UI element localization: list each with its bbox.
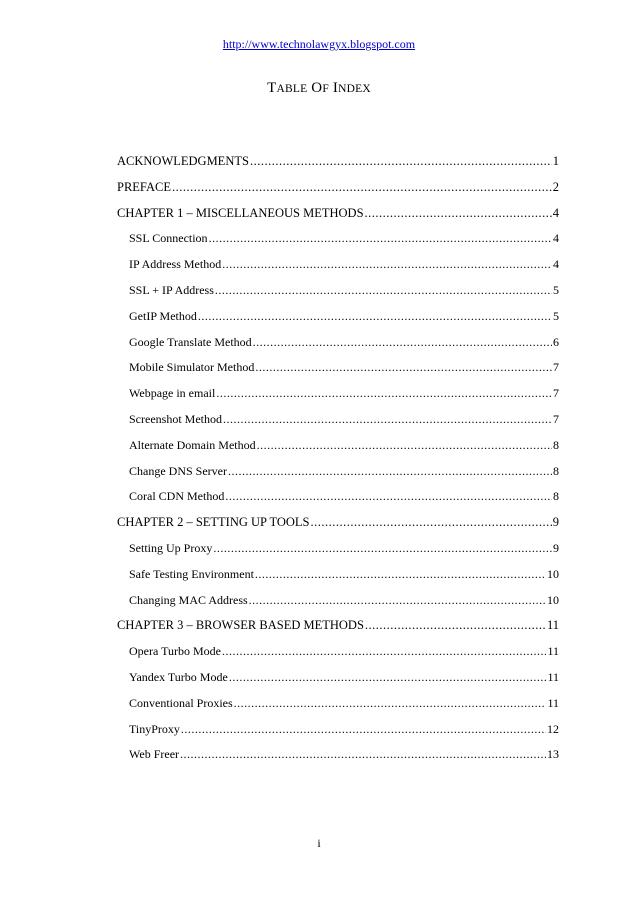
toc-entry-label: CHAPTER 3 – BROWSER BASED METHODS [117, 618, 364, 633]
toc-entry-page-number: 8 [553, 437, 559, 452]
toc-dot-leader [255, 567, 546, 582]
toc-subsection-entry[interactable] [117, 644, 559, 670]
toc-entry-page-number: 11 [547, 644, 559, 659]
toc-entry-label: Mobile Simulator Method [129, 360, 255, 375]
toc-entry-page-number: 4 [553, 231, 559, 246]
page-title [0, 80, 638, 97]
toc-entry-label: Google Translate Method [129, 334, 252, 349]
toc-subsection-entry[interactable] [117, 438, 559, 464]
toc-entry-page-number: 12 [547, 721, 559, 736]
title-rest-3: NDEX [338, 83, 371, 95]
toc-entry-label: GetIP Method [129, 308, 197, 323]
toc-dot-leader [255, 360, 552, 375]
toc-entry-label: Setting Up Proxy [129, 540, 213, 555]
toc-entry-page-number: 7 [553, 411, 559, 426]
toc-subsection-entry[interactable] [117, 593, 559, 619]
toc-chapter-entry[interactable] [117, 206, 559, 232]
toc-entry-page-number: 5 [553, 308, 559, 323]
toc-entry-label: Webpage in email [129, 386, 216, 401]
toc-chapter-entry[interactable] [117, 154, 559, 180]
toc-dot-leader [229, 670, 547, 685]
toc-entry-label: Coral CDN Method [129, 489, 225, 504]
toc-dot-leader [249, 593, 546, 608]
toc-subsection-entry[interactable] [117, 257, 559, 283]
toc-entry-page-number: 10 [547, 566, 559, 581]
toc-entry-label: Screenshot Method [129, 411, 222, 426]
toc-dot-leader [216, 386, 552, 401]
toc-entry-page-number: 4 [553, 257, 559, 272]
toc-entry-page-number: 8 [553, 463, 559, 478]
toc-subsection-entry[interactable] [117, 464, 559, 490]
toc-chapter-entry[interactable] [117, 618, 559, 644]
toc-dot-leader [222, 257, 552, 272]
toc-entry-label: SSL Connection [129, 231, 208, 246]
toc-subsection-entry[interactable] [117, 309, 559, 335]
toc-entry-page-number: 7 [553, 360, 559, 375]
toc-subsection-entry[interactable] [117, 283, 559, 309]
toc-entry-page-number: 8 [553, 489, 559, 504]
toc-entry-label: CHAPTER 2 – SETTING UP TOOLS [117, 515, 310, 530]
toc-entry-page-number: 9 [553, 540, 559, 555]
toc-subsection-entry[interactable] [117, 335, 559, 361]
toc-chapter-entry[interactable] [117, 515, 559, 541]
toc-dot-leader [172, 180, 552, 195]
toc-entry-label: Changing MAC Address [129, 592, 248, 607]
table-of-contents [117, 154, 559, 773]
title-rest-2: F [322, 83, 329, 95]
toc-dot-leader [365, 206, 552, 221]
toc-entry-page-number: 2 [552, 179, 559, 194]
title-initial-3: I [332, 80, 339, 96]
toc-dot-leader [209, 231, 552, 246]
toc-entry-page-number: 9 [552, 515, 559, 530]
toc-chapter-entry[interactable] [117, 180, 559, 206]
toc-subsection-entry[interactable] [117, 696, 559, 722]
title-rest-1: ABLE [276, 83, 308, 95]
toc-subsection-entry[interactable] [117, 489, 559, 515]
toc-entry-page-number: 1 [552, 154, 559, 168]
toc-dot-leader [253, 335, 552, 350]
toc-entry-label: Safe Testing Environment [129, 566, 254, 581]
toc-entry-label: Change DNS Server [129, 463, 227, 478]
toc-entry-label: ACKNOWLEDGMENTS [117, 154, 249, 168]
toc-dot-leader [198, 309, 552, 324]
toc-entry-label: PREFACE [117, 179, 171, 194]
toc-dot-leader [222, 644, 546, 659]
header-url-link[interactable]: http://www.technolawgyx.blogspot.com [222, 37, 416, 51]
toc-subsection-entry[interactable] [117, 412, 559, 438]
toc-dot-leader [213, 541, 552, 556]
toc-entry-label: Yandex Turbo Mode [129, 669, 228, 684]
toc-entry-label: Web Freer [129, 747, 180, 762]
toc-dot-leader [181, 722, 546, 737]
page-number: i [317, 836, 321, 850]
toc-subsection-entry[interactable] [117, 567, 559, 593]
toc-entry-page-number: 10 [547, 592, 559, 607]
toc-entry-label: CHAPTER 1 – MISCELLANEOUS METHODS [117, 205, 364, 220]
toc-entry-page-number: 5 [553, 282, 559, 297]
toc-dot-leader [223, 412, 552, 427]
toc-subsection-entry[interactable] [117, 670, 559, 696]
toc-dot-leader [311, 515, 552, 530]
toc-entry-page-number: 7 [553, 386, 559, 401]
toc-dot-leader [228, 464, 552, 479]
toc-entry-label: TinyProxy [129, 721, 180, 736]
toc-subsection-entry[interactable] [117, 386, 559, 412]
toc-dot-leader [257, 438, 552, 453]
toc-entry-page-number: 11 [547, 669, 559, 684]
toc-subsection-entry[interactable] [117, 722, 559, 748]
toc-entry-page-number: 13 [547, 747, 559, 762]
toc-subsection-entry[interactable] [117, 541, 559, 567]
toc-entry-page-number: 4 [552, 205, 559, 220]
toc-entry-page-number: 11 [546, 618, 559, 633]
toc-entry-page-number: 11 [547, 695, 559, 710]
title-initial-1: T [267, 80, 277, 96]
title-initial-2: O [311, 80, 323, 96]
toc-dot-leader [225, 489, 552, 504]
toc-dot-leader [250, 154, 552, 169]
toc-dot-leader [180, 747, 546, 762]
toc-subsection-entry[interactable] [117, 747, 559, 773]
toc-dot-leader [215, 283, 552, 298]
toc-entry-label: IP Address Method [129, 257, 222, 272]
toc-entry-label: Conventional Proxies [129, 695, 233, 710]
toc-dot-leader [234, 696, 547, 711]
toc-dot-leader [365, 618, 546, 633]
toc-subsection-entry[interactable] [117, 231, 559, 257]
toc-entry-label: Opera Turbo Mode [129, 644, 221, 659]
toc-entry-label: SSL + IP Address [129, 282, 214, 297]
toc-subsection-entry[interactable] [117, 360, 559, 386]
toc-entry-label: Alternate Domain Method [129, 437, 256, 452]
toc-entry-page-number: 6 [553, 334, 559, 349]
